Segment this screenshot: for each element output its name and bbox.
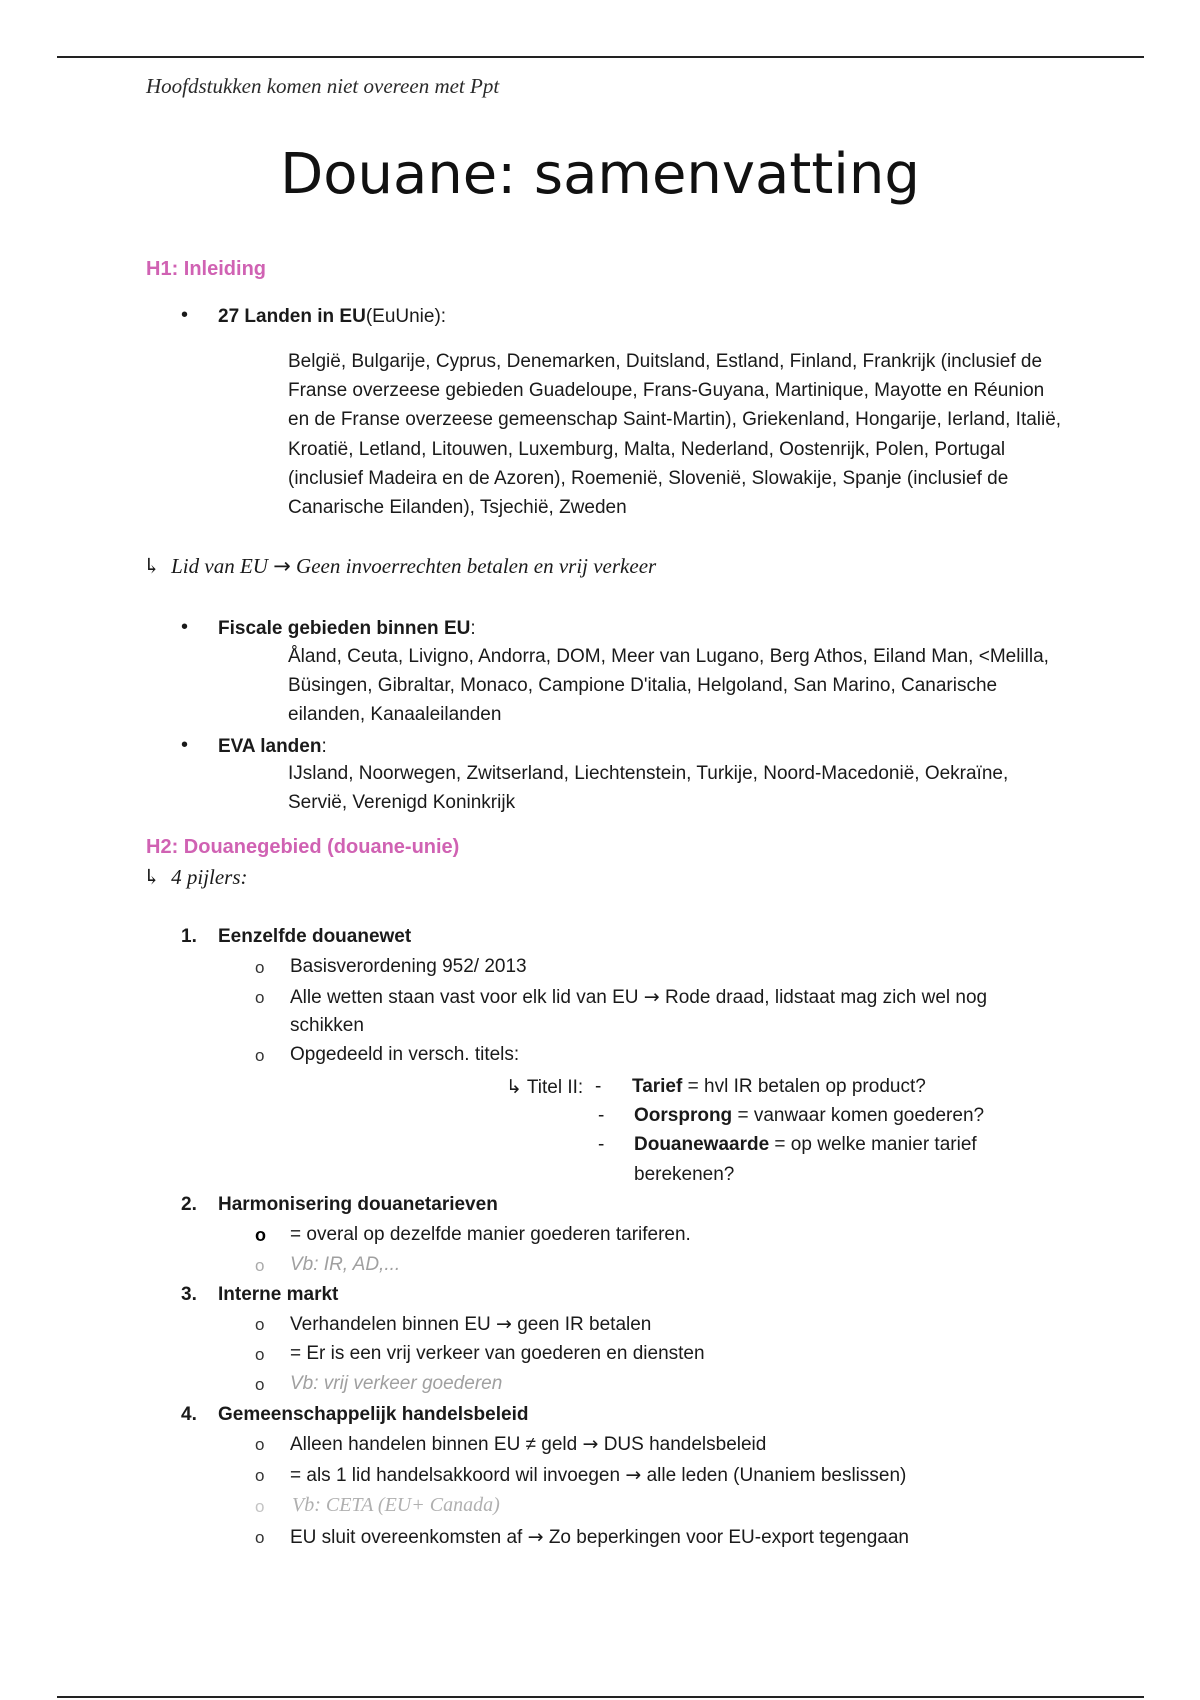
pillar-4-item-1 <box>290 1433 766 1456</box>
titel-ii-text: Titel II: <box>526 1077 584 1098</box>
pillar-3-item-1 <box>290 1313 651 1336</box>
eva-list: IJsland, Noorwegen, Zwitserland, Liechtenstein, Turkije, Noord-Macedonië, Oekraïne, Servië, Verenigd Koninkrijk <box>288 763 1009 814</box>
titel-ii-item-oorsprong <box>634 1105 984 1127</box>
tarief-definition: = hvl IR betalen op product? <box>682 1076 926 1097</box>
circle-bullet-icon: o <box>255 1528 265 1547</box>
oorsprong-definition: = vanwaar komen goederen? <box>732 1105 985 1126</box>
return-arrow-icon: ↳ <box>143 554 161 578</box>
pillar-4-example: Vb: CETA (EU+ Canada) <box>292 1494 500 1516</box>
pillar-3-item-1-left: Verhandelen binnen EU <box>290 1314 491 1335</box>
pillar-4-label: Gemeenschappelijk handelsbeleid <box>218 1404 529 1425</box>
eu-countries-list: België, Bulgarije, Cyprus, Denemarken, Duitsland, Estland, Finland, Frankrijk (inclusief de Franse overzeese gebieden Guadeloupe, Frans-Guyana, Martinique, Mayotte en Réunion en de Franse overzeese gemeenschap Saint-Martin), Griekenland, Hongarije, Ierland, Italië, Kroatië, Letland, Litouwen, Luxemburg, Malta, Nederland, Oostenrijk, Polen, Portugal (inclusief Madeira en de Azoren), Roemenië, Slovenië, Slowakije, Spanje (inclusief de Canarische Eilanden), Tsjechië, Zweden <box>288 351 1062 519</box>
arrow-icon: → <box>273 554 291 578</box>
h1-heading: H1: Inleiding <box>146 258 266 280</box>
circle-bullet-icon: o <box>255 1466 265 1485</box>
bullet-icon: • <box>181 734 189 756</box>
circle-bullet-icon: o <box>255 1315 265 1334</box>
pillar-1-item-2-cont: schikken <box>290 1015 364 1036</box>
pillar-1-number: 1. <box>181 926 197 947</box>
fiscal-areas-label-bold: Fiscale gebieden binnen EU <box>218 618 471 639</box>
eu-countries-label-bold: 27 Landen in EU <box>218 306 366 327</box>
bullet-icon: • <box>181 304 189 326</box>
pillar-2-label: Harmonisering douanetarieven <box>218 1194 498 1215</box>
circle-bullet-icon: o <box>255 1345 265 1364</box>
fiscal-areas-label <box>218 618 476 640</box>
arrow-icon: → <box>496 1313 512 1335</box>
pillar-3-label: Interne markt <box>218 1284 339 1305</box>
fiscal-areas-label-suffix: : <box>470 618 476 639</box>
douanewaarde-cont: berekenen? <box>634 1164 735 1185</box>
pillar-1-item-3: Opgedeeld in versch. titels: <box>290 1044 520 1065</box>
arrow-icon: → <box>527 1526 544 1548</box>
circle-bullet-icon: o <box>255 958 265 977</box>
circle-bullet-icon: o <box>255 1435 265 1454</box>
eu-countries-label-suffix: (EuUnie): <box>365 306 447 327</box>
pillar-1-item-2-right: Rode draad, lidstaat mag zich wel nog <box>665 987 988 1008</box>
oorsprong-term: Oorsprong <box>634 1105 733 1126</box>
eva-label <box>218 736 327 758</box>
pillar-4-item-2-right: alle leden (Unaniem beslissen) <box>646 1465 907 1486</box>
pillar-4-item-4-left: EU sluit overeenkomsten af <box>290 1527 523 1548</box>
eu-member-note-right: Geen invoerrechten betalen en vrij verkeer <box>296 554 657 578</box>
eva-label-bold: EVA landen <box>218 736 322 757</box>
eu-member-note-left: Lid van EU <box>171 554 268 578</box>
titel-ii-item-douanewaarde <box>634 1134 977 1156</box>
pillar-1-item-2-left: Alle wetten staan vast voor elk lid van EU <box>290 987 639 1008</box>
circle-bullet-icon: o <box>255 1256 265 1275</box>
eu-member-note <box>143 554 656 579</box>
titel-ii-item-tarief <box>632 1076 926 1098</box>
pillar-3-example: Vb: vrij verkeer goederen <box>290 1373 503 1394</box>
pillar-4-item-2 <box>290 1464 906 1487</box>
pillars-note-text: 4 pijlers: <box>171 865 248 889</box>
arrow-icon: → <box>582 1433 599 1455</box>
circle-bullet-icon: o <box>255 1497 265 1516</box>
return-arrow-icon: ↳ <box>506 1077 522 1098</box>
pillar-1-label: Eenzelfde douanewet <box>218 926 412 947</box>
pillar-4-item-4 <box>290 1526 909 1549</box>
dash-icon: - <box>595 1076 602 1097</box>
pillar-4-item-4-right: Zo beperkingen voor EU-export tegengaan <box>548 1527 910 1548</box>
h2-heading: H2: Douanegebied (douane-unie) <box>146 836 460 858</box>
top-rule <box>57 56 1144 58</box>
pillar-2-number: 2. <box>181 1194 197 1215</box>
pillar-3-item-1-right: geen IR betalen <box>517 1314 652 1335</box>
top-note: Hoofdstukken komen niet overeen met Ppt <box>146 74 500 98</box>
pillar-1-item-2 <box>290 986 987 1009</box>
bottom-rule <box>57 1696 1144 1698</box>
tarief-term: Tarief <box>632 1076 683 1097</box>
bullet-icon: • <box>181 616 189 638</box>
circle-bullet-icon: o <box>255 1375 265 1394</box>
pillar-4-item-1-right: DUS handelsbeleid <box>603 1434 767 1455</box>
douanewaarde-definition: = op welke manier tarief <box>769 1134 977 1155</box>
titel-ii-label <box>506 1076 583 1099</box>
pillar-4-number: 4. <box>181 1404 197 1425</box>
douanewaarde-term: Douanewaarde <box>634 1134 770 1155</box>
circle-bullet-icon: o <box>255 988 265 1007</box>
pillar-4-item-2-left: = als 1 lid handelsakkoord wil invoegen <box>290 1465 621 1486</box>
fiscal-areas-list: Åland, Ceuta, Livigno, Andorra, DOM, Meer van Lugano, Berg Athos, Eiland Man, <Melilla, Büsingen, Gibraltar, Monaco, Campione D'italia, Helgoland, San Marino, Canarische eilanden, Kanaaleilanden <box>288 646 1049 726</box>
eva-label-suffix: : <box>321 736 327 757</box>
circle-bullet-icon: o <box>255 1225 266 1245</box>
pillar-3-item-2: = Er is een vrij verkeer van goederen en diensten <box>290 1343 705 1364</box>
pillar-1-item-1: Basisverordening 952/ 2013 <box>290 956 527 977</box>
dash-icon: - <box>598 1134 605 1155</box>
pillar-4-item-1-left: Alleen handelen binnen EU ≠ geld <box>290 1434 578 1455</box>
pillar-3-number: 3. <box>181 1284 197 1305</box>
eu-countries-label <box>218 306 446 328</box>
arrow-icon: → <box>625 1464 642 1486</box>
pillar-2-item-1: = overal op dezelfde manier goederen tariferen. <box>290 1224 691 1245</box>
page-title: Douane: samenvatting <box>280 142 920 207</box>
circle-bullet-icon: o <box>255 1046 265 1065</box>
pillars-note <box>143 865 248 890</box>
dash-icon: - <box>598 1105 605 1126</box>
pillar-2-example: Vb: IR, AD,... <box>290 1254 401 1275</box>
arrow-icon: → <box>643 986 660 1008</box>
return-arrow-icon: ↳ <box>143 865 161 889</box>
